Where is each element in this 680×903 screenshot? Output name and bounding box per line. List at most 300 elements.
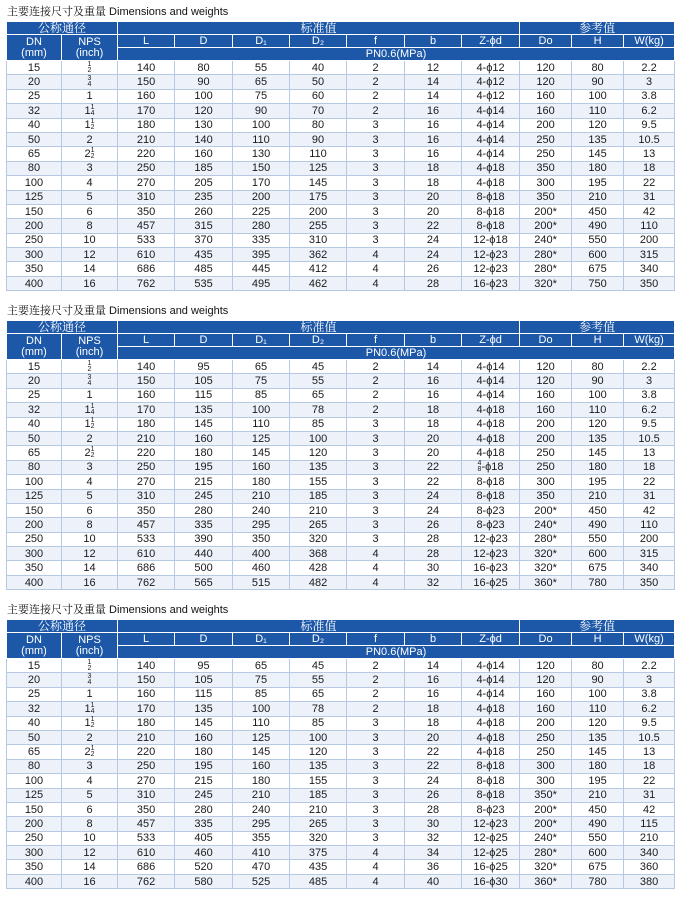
cell-dn: 200 <box>7 518 62 532</box>
table-body <box>7 61 675 291</box>
cell-nps: 3 <box>62 460 118 474</box>
cell-l: 250 <box>118 759 175 773</box>
cell-l: 180 <box>118 118 175 132</box>
cell-f: 3 <box>347 817 405 831</box>
cell-f: 2 <box>347 75 405 89</box>
cell-f: 3 <box>347 132 405 146</box>
cell-f: 4 <box>347 248 405 262</box>
cell-f: 4 <box>347 874 405 888</box>
cell-b: 24 <box>405 503 462 517</box>
cell-d: 280 <box>175 802 233 816</box>
cell-d1: 295 <box>233 817 290 831</box>
cell-f: 3 <box>347 788 405 802</box>
cell-do: 200* <box>520 219 572 233</box>
cell-d1: 210 <box>233 788 290 802</box>
cell-weight: 200 <box>624 233 675 247</box>
cell-d1: 75 <box>233 374 290 388</box>
cell-b: 18 <box>405 417 462 431</box>
cell-f: 3 <box>347 475 405 489</box>
cell-h: 195 <box>572 176 624 190</box>
cell-h: 750 <box>572 276 624 290</box>
cell-do: 280* <box>520 248 572 262</box>
cell-b: 16 <box>405 147 462 161</box>
cell-h: 80 <box>572 360 624 374</box>
cell-d2: 65 <box>290 388 347 402</box>
dn-header: DN (mm) <box>7 334 62 360</box>
cell-z-d: 8-ϕ18 <box>462 190 520 204</box>
cell-b: 24 <box>405 774 462 788</box>
reference-values-header: 参考值 <box>520 620 675 633</box>
col-header-weight: W(kg) <box>624 633 675 646</box>
cell-d: 135 <box>175 702 233 716</box>
cell-do: 250 <box>520 745 572 759</box>
cell-b: 20 <box>405 204 462 218</box>
cell-d: 195 <box>175 460 233 474</box>
cell-dn: 400 <box>7 575 62 589</box>
col-header-f: f <box>347 334 405 347</box>
cell-d1: 355 <box>233 831 290 845</box>
standard-values-header: 标准值 <box>118 620 520 633</box>
cell-dn: 150 <box>7 802 62 816</box>
cell-dn: 100 <box>7 176 62 190</box>
cell-d1: 125 <box>233 431 290 445</box>
cell-d1: 110 <box>233 716 290 730</box>
cell-d: 580 <box>175 874 233 888</box>
cell-b: 26 <box>405 518 462 532</box>
cell-b: 16 <box>405 104 462 118</box>
col-header-d2: D₂ <box>290 633 347 646</box>
cell-d2: 185 <box>290 788 347 802</box>
cell-d2: 45 <box>290 360 347 374</box>
table-row <box>7 446 675 460</box>
cell-dn: 250 <box>7 532 62 546</box>
cell-do: 300 <box>520 759 572 773</box>
cell-f: 3 <box>347 219 405 233</box>
cell-d2: 85 <box>290 716 347 730</box>
cell-f: 3 <box>347 802 405 816</box>
cell-d2: 78 <box>290 403 347 417</box>
cell-b: 16 <box>405 687 462 701</box>
cell-d2: 210 <box>290 802 347 816</box>
cell-d2: 428 <box>290 561 347 575</box>
table-row <box>7 788 675 802</box>
cell-weight: 3 <box>624 673 675 687</box>
cell-dn: 250 <box>7 831 62 845</box>
cell-f: 4 <box>347 846 405 860</box>
cell-f: 2 <box>347 702 405 716</box>
cell-z-d: 4-ϕ14 <box>462 374 520 388</box>
cell-dn: 40 <box>7 716 62 730</box>
cell-d: 565 <box>175 575 233 589</box>
cell-d: 145 <box>175 716 233 730</box>
cell-f: 3 <box>347 759 405 773</box>
cell-b: 14 <box>405 659 462 673</box>
cell-d2: 368 <box>290 547 347 561</box>
cell-weight: 42 <box>624 802 675 816</box>
cell-dn: 15 <box>7 659 62 673</box>
cell-nps: 6 <box>62 204 118 218</box>
cell-dn: 200 <box>7 817 62 831</box>
cell-dn: 300 <box>7 547 62 561</box>
cell-d1: 495 <box>233 276 290 290</box>
cell-b: 20 <box>405 190 462 204</box>
cell-b: 22 <box>405 475 462 489</box>
cell-weight: 13 <box>624 446 675 460</box>
cell-h: 100 <box>572 89 624 103</box>
cell-do: 280* <box>520 262 572 276</box>
cell-nps: 1 <box>62 687 118 701</box>
cell-weight: 31 <box>624 190 675 204</box>
cell-l: 140 <box>118 360 175 374</box>
cell-d: 215 <box>175 774 233 788</box>
cell-l: 140 <box>118 659 175 673</box>
cell-b: 22 <box>405 759 462 773</box>
cell-nps: 8 <box>62 219 118 233</box>
cell-z-d: 4 8 -ϕ18 <box>462 460 520 474</box>
cell-f: 3 <box>347 745 405 759</box>
table-caption: 主要连接尺寸及重量 Dimensions and weights <box>7 305 229 317</box>
cell-d1: 65 <box>233 75 290 89</box>
table-row <box>7 561 675 575</box>
cell-z-d: 12-ϕ23 <box>462 817 520 831</box>
cell-dn: 150 <box>7 503 62 517</box>
cell-d: 280 <box>175 503 233 517</box>
cell-h: 210 <box>572 190 624 204</box>
table-row <box>7 161 675 175</box>
cell-l: 457 <box>118 817 175 831</box>
cell-h: 490 <box>572 518 624 532</box>
cell-d1: 110 <box>233 417 290 431</box>
cell-f: 3 <box>347 518 405 532</box>
cell-h: 180 <box>572 759 624 773</box>
cell-weight: 22 <box>624 176 675 190</box>
cell-d2: 135 <box>290 759 347 773</box>
cell-z-d: 4-ϕ18 <box>462 702 520 716</box>
cell-z-d: 4-ϕ14 <box>462 104 520 118</box>
cell-z-d: 4-ϕ14 <box>462 673 520 687</box>
cell-nps: 5 <box>62 190 118 204</box>
cell-l: 762 <box>118 276 175 290</box>
cell-b: 18 <box>405 716 462 730</box>
cell-d: 130 <box>175 118 233 132</box>
cell-d: 435 <box>175 248 233 262</box>
cell-d2: 310 <box>290 233 347 247</box>
cell-d2: 200 <box>290 204 347 218</box>
table-row <box>7 374 675 388</box>
cell-d1: 410 <box>233 846 290 860</box>
cell-nps: 1 <box>62 89 118 103</box>
cell-f: 2 <box>347 673 405 687</box>
cell-do: 280* <box>520 532 572 546</box>
cell-z-d: 16-ϕ23 <box>462 561 520 575</box>
col-header-z-d: Z-ϕd <box>462 35 520 48</box>
cell-f: 2 <box>347 659 405 673</box>
cell-nps: 4 <box>62 176 118 190</box>
cell-z-d: 8-ϕ18 <box>462 759 520 773</box>
cell-l: 160 <box>118 388 175 402</box>
cell-d2: 120 <box>290 446 347 460</box>
cell-h: 450 <box>572 802 624 816</box>
cell-nps: 4 <box>62 774 118 788</box>
cell-weight: 6.2 <box>624 403 675 417</box>
table-row <box>7 518 675 532</box>
cell-d: 135 <box>175 403 233 417</box>
cell-d1: 145 <box>233 446 290 460</box>
cell-nps: 3 <box>62 759 118 773</box>
cell-l: 170 <box>118 104 175 118</box>
cell-weight: 18 <box>624 161 675 175</box>
cell-d2: 210 <box>290 503 347 517</box>
cell-z-d: 12-ϕ23 <box>462 248 520 262</box>
cell-dn: 250 <box>7 233 62 247</box>
cell-d: 160 <box>175 147 233 161</box>
cell-z-d: 8-ϕ18 <box>462 219 520 233</box>
cell-d1: 65 <box>233 659 290 673</box>
col-header-h: H <box>572 35 624 48</box>
cell-nps: 1 1 2 <box>62 417 118 431</box>
table-row <box>7 61 675 75</box>
cell-weight: 18 <box>624 759 675 773</box>
cell-d1: 200 <box>233 190 290 204</box>
cell-l: 762 <box>118 575 175 589</box>
cell-h: 90 <box>572 374 624 388</box>
cell-z-d: 12-ϕ23 <box>462 262 520 276</box>
cell-d1: 515 <box>233 575 290 589</box>
col-header-d1: D₁ <box>233 633 290 646</box>
table-header <box>7 321 675 360</box>
cell-f: 3 <box>347 176 405 190</box>
reference-values-header: 参考值 <box>520 22 675 35</box>
cell-dn: 25 <box>7 687 62 701</box>
cell-b: 22 <box>405 745 462 759</box>
cell-d: 180 <box>175 446 233 460</box>
cell-dn: 32 <box>7 403 62 417</box>
cell-dn: 20 <box>7 673 62 687</box>
cell-h: 550 <box>572 831 624 845</box>
cell-weight: 22 <box>624 475 675 489</box>
col-header-d2: D₂ <box>290 334 347 347</box>
cell-dn: 40 <box>7 118 62 132</box>
cell-b: 20 <box>405 431 462 445</box>
cell-dn: 125 <box>7 190 62 204</box>
table-row <box>7 89 675 103</box>
cell-h: 550 <box>572 532 624 546</box>
cell-b: 28 <box>405 276 462 290</box>
cell-d: 440 <box>175 547 233 561</box>
cell-nps: 10 <box>62 233 118 247</box>
cell-z-d: 4-ϕ14 <box>462 388 520 402</box>
table-row <box>7 575 675 589</box>
cell-nps: 2 1 2 <box>62 745 118 759</box>
cell-weight: 200 <box>624 532 675 546</box>
dn-header: DN (mm) <box>7 633 62 659</box>
cell-d1: 210 <box>233 489 290 503</box>
cell-d2: 412 <box>290 262 347 276</box>
cell-l: 310 <box>118 489 175 503</box>
cell-f: 3 <box>347 233 405 247</box>
cell-weight: 340 <box>624 846 675 860</box>
table-row <box>7 190 675 204</box>
cell-l: 150 <box>118 673 175 687</box>
cell-b: 16 <box>405 673 462 687</box>
cell-d2: 175 <box>290 190 347 204</box>
cell-l: 270 <box>118 774 175 788</box>
cell-weight: 315 <box>624 547 675 561</box>
cell-do: 200* <box>520 204 572 218</box>
cell-d: 145 <box>175 417 233 431</box>
cell-dn: 300 <box>7 846 62 860</box>
cell-h: 490 <box>572 817 624 831</box>
cell-b: 26 <box>405 262 462 276</box>
table-row <box>7 702 675 716</box>
cell-d2: 265 <box>290 817 347 831</box>
cell-dn: 400 <box>7 874 62 888</box>
cell-d2: 55 <box>290 374 347 388</box>
cell-nps: 4 <box>62 475 118 489</box>
cell-dn: 50 <box>7 730 62 744</box>
cell-d1: 85 <box>233 687 290 701</box>
cell-b: 30 <box>405 817 462 831</box>
cell-do: 250 <box>520 147 572 161</box>
cell-b: 34 <box>405 846 462 860</box>
cell-do: 300 <box>520 475 572 489</box>
cell-weight: 10.5 <box>624 431 675 445</box>
cell-h: 135 <box>572 730 624 744</box>
cell-weight: 6.2 <box>624 702 675 716</box>
cell-d1: 75 <box>233 673 290 687</box>
cell-l: 160 <box>118 687 175 701</box>
cell-l: 533 <box>118 831 175 845</box>
cell-nps: 12 <box>62 248 118 262</box>
cell-d1: 65 <box>233 360 290 374</box>
cell-do: 200 <box>520 118 572 132</box>
cell-f: 2 <box>347 104 405 118</box>
cell-f: 3 <box>347 446 405 460</box>
cell-f: 4 <box>347 547 405 561</box>
cell-h: 600 <box>572 846 624 860</box>
cell-z-d: 16-ϕ23 <box>462 276 520 290</box>
cell-d1: 85 <box>233 388 290 402</box>
cell-d: 95 <box>175 360 233 374</box>
cell-do: 160 <box>520 687 572 701</box>
cell-b: 14 <box>405 89 462 103</box>
cell-d1: 525 <box>233 874 290 888</box>
cell-b: 20 <box>405 446 462 460</box>
cell-dn: 100 <box>7 475 62 489</box>
cell-z-d: 4-ϕ18 <box>462 417 520 431</box>
cell-do: 320* <box>520 561 572 575</box>
cell-l: 762 <box>118 874 175 888</box>
cell-d: 260 <box>175 204 233 218</box>
cell-weight: 2.2 <box>624 360 675 374</box>
cell-nps: 1 1 2 <box>62 716 118 730</box>
cell-z-d: 4-ϕ12 <box>462 61 520 75</box>
cell-weight: 3.8 <box>624 687 675 701</box>
cell-f: 4 <box>347 860 405 874</box>
cell-weight: 380 <box>624 874 675 888</box>
cell-d2: 90 <box>290 132 347 146</box>
cell-nps: 3 4 <box>62 75 118 89</box>
table-row <box>7 547 675 561</box>
cell-dn: 100 <box>7 774 62 788</box>
cell-do: 250 <box>520 446 572 460</box>
cell-h: 180 <box>572 460 624 474</box>
cell-b: 22 <box>405 460 462 474</box>
cell-f: 2 <box>347 403 405 417</box>
table-row <box>7 817 675 831</box>
cell-z-d: 4-ϕ14 <box>462 118 520 132</box>
cell-dn: 350 <box>7 860 62 874</box>
cell-d: 160 <box>175 431 233 445</box>
cell-d: 105 <box>175 374 233 388</box>
cell-do: 160 <box>520 702 572 716</box>
table-row <box>7 403 675 417</box>
table-row <box>7 176 675 190</box>
cell-z-d: 8-ϕ18 <box>462 788 520 802</box>
cell-z-d: 4-ϕ18 <box>462 730 520 744</box>
cell-f: 3 <box>347 147 405 161</box>
cell-d: 535 <box>175 276 233 290</box>
cell-b: 20 <box>405 730 462 744</box>
cell-nps: 2 <box>62 431 118 445</box>
cell-d: 80 <box>175 61 233 75</box>
table-header <box>7 22 675 61</box>
cell-f: 4 <box>347 561 405 575</box>
col-header-d1: D₁ <box>233 334 290 347</box>
cell-z-d: 4-ϕ14 <box>462 132 520 146</box>
cell-h: 110 <box>572 403 624 417</box>
cell-d1: 240 <box>233 503 290 517</box>
cell-nps: 3 4 <box>62 374 118 388</box>
cell-d2: 362 <box>290 248 347 262</box>
cell-l: 686 <box>118 860 175 874</box>
cell-l: 220 <box>118 147 175 161</box>
cell-f: 3 <box>347 831 405 845</box>
cell-h: 110 <box>572 702 624 716</box>
cell-d: 120 <box>175 104 233 118</box>
cell-weight: 10.5 <box>624 132 675 146</box>
cell-nps: 14 <box>62 561 118 575</box>
cell-f: 4 <box>347 262 405 276</box>
cell-dn: 150 <box>7 204 62 218</box>
nps-header: NPS (inch) <box>62 35 118 61</box>
cell-f: 3 <box>347 716 405 730</box>
table-row <box>7 860 675 874</box>
table-row <box>7 503 675 517</box>
cell-weight: 6.2 <box>624 104 675 118</box>
cell-l: 170 <box>118 403 175 417</box>
cell-d2: 155 <box>290 774 347 788</box>
cell-d: 520 <box>175 860 233 874</box>
cell-weight: 350 <box>624 575 675 589</box>
cell-l: 310 <box>118 788 175 802</box>
cell-dn: 80 <box>7 759 62 773</box>
cell-do: 360* <box>520 575 572 589</box>
cell-weight: 9.5 <box>624 118 675 132</box>
cell-z-d: 12-ϕ18 <box>462 233 520 247</box>
cell-nps: 8 <box>62 817 118 831</box>
cell-d: 185 <box>175 161 233 175</box>
cell-d: 115 <box>175 687 233 701</box>
dimension-table-block <box>6 302 674 590</box>
cell-d2: 45 <box>290 659 347 673</box>
cell-l: 270 <box>118 176 175 190</box>
cell-h: 780 <box>572 575 624 589</box>
cell-weight: 3 <box>624 374 675 388</box>
cell-nps: 6 <box>62 802 118 816</box>
cell-h: 145 <box>572 745 624 759</box>
cell-dn: 65 <box>7 446 62 460</box>
